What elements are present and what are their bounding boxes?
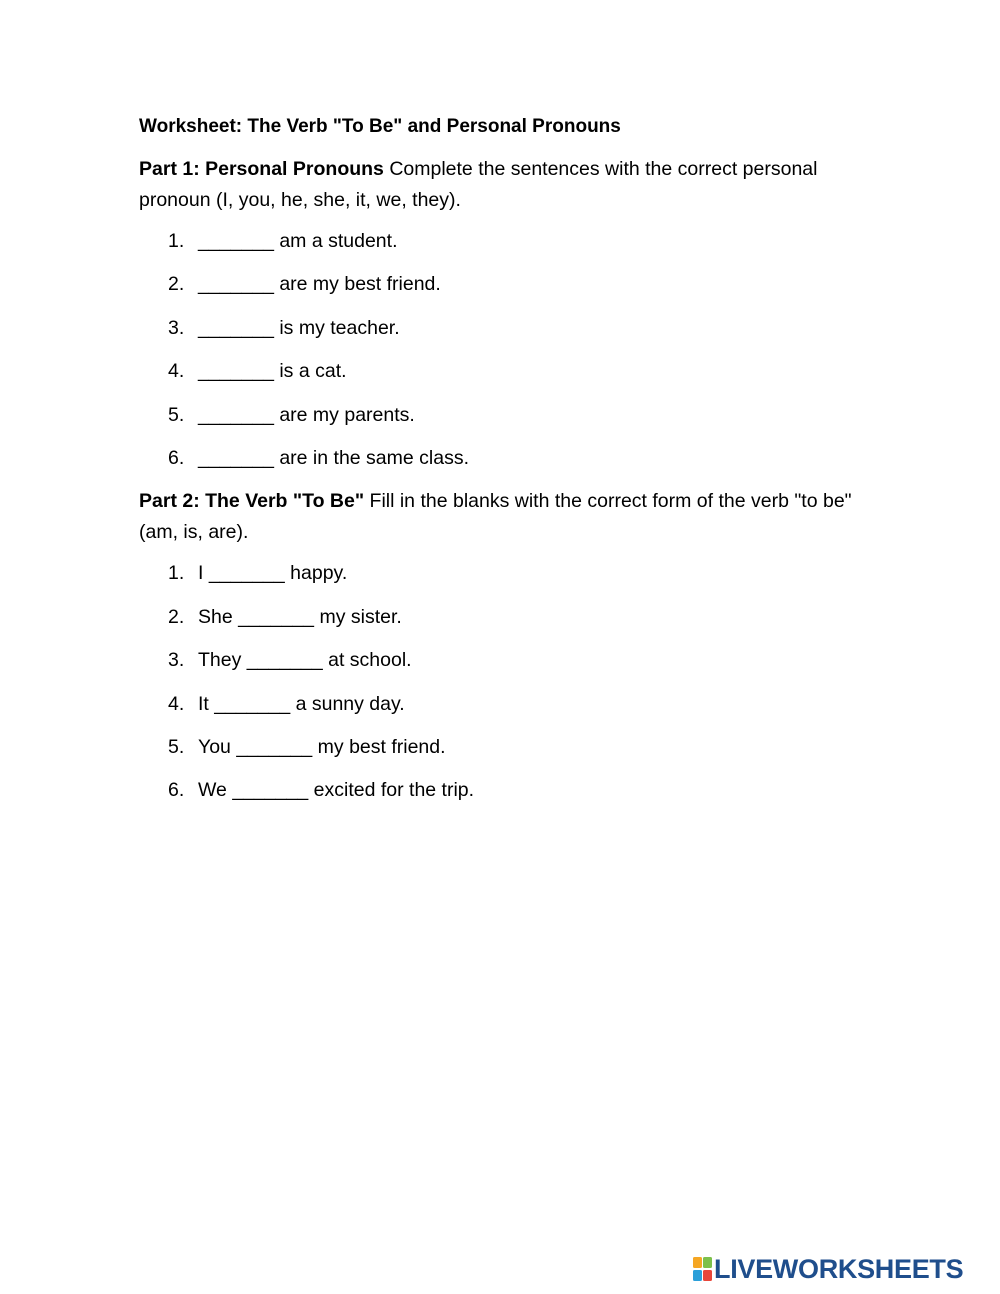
part2-list — [139, 558, 879, 806]
item-text: _______ is my teacher. — [198, 316, 400, 339]
list-item — [139, 356, 879, 387]
item-text: You _______ my best friend. — [198, 735, 446, 758]
item-text: _______ are in the same class. — [198, 446, 470, 469]
item-number: 5. — [168, 403, 185, 426]
list-item — [139, 269, 879, 300]
list-item — [139, 226, 879, 257]
list-item — [139, 443, 879, 474]
list-item — [139, 732, 879, 763]
list-item — [139, 313, 879, 344]
part2-heading-text: Fill in the blanks with the correct form of the verb "to be" (am, is, are). — [139, 490, 852, 544]
item-number: 6. — [168, 446, 185, 469]
worksheet-page — [139, 112, 879, 819]
item-number: 3. — [168, 316, 185, 339]
part1-heading-text: Complete the sentences with the correct personal pronoun (I, you, he, she, it, we, they). — [139, 158, 818, 211]
item-text: I _______ happy. — [198, 562, 348, 585]
item-text: _______ is a cat. — [198, 360, 347, 383]
liveworksheets-logo-icon — [693, 1257, 712, 1281]
part1-heading-bold: Part 1: Personal Pronouns — [139, 158, 384, 180]
part1-heading — [139, 154, 879, 216]
item-number: 1. — [168, 230, 185, 252]
list-item — [139, 689, 879, 720]
part2-heading — [139, 486, 879, 548]
list-item — [139, 775, 879, 806]
item-text: She _______ my sister. — [198, 605, 402, 628]
item-number: 3. — [168, 649, 185, 672]
item-text: _______ are my best friend. — [198, 273, 441, 296]
liveworksheets-logo[interactable] — [693, 1253, 964, 1284]
item-text: They _______ at school. — [198, 649, 412, 672]
item-number: 4. — [168, 360, 185, 383]
part1-list — [139, 226, 879, 474]
logo-text: LIVEWORKSHEETS — [714, 1253, 964, 1284]
part2-heading-bold: Part 2: The Verb "To Be" — [139, 490, 365, 513]
list-item — [139, 602, 879, 633]
item-number: 2. — [168, 605, 185, 628]
item-text: It _______ a sunny day. — [198, 692, 405, 715]
item-number: 6. — [168, 779, 185, 802]
item-number: 2. — [168, 273, 185, 296]
item-text: _______ am a student. — [198, 230, 398, 252]
list-item — [139, 400, 879, 431]
list-item — [139, 558, 879, 589]
item-number: 1. — [168, 562, 185, 585]
list-item — [139, 645, 879, 676]
item-text: _______ are my parents. — [198, 403, 415, 426]
item-number: 5. — [168, 735, 185, 758]
worksheet-title: Worksheet: The Verb "To Be" and Personal Pronouns — [139, 116, 621, 137]
item-text: We _______ excited for the trip. — [198, 779, 475, 802]
item-number: 4. — [168, 692, 185, 715]
